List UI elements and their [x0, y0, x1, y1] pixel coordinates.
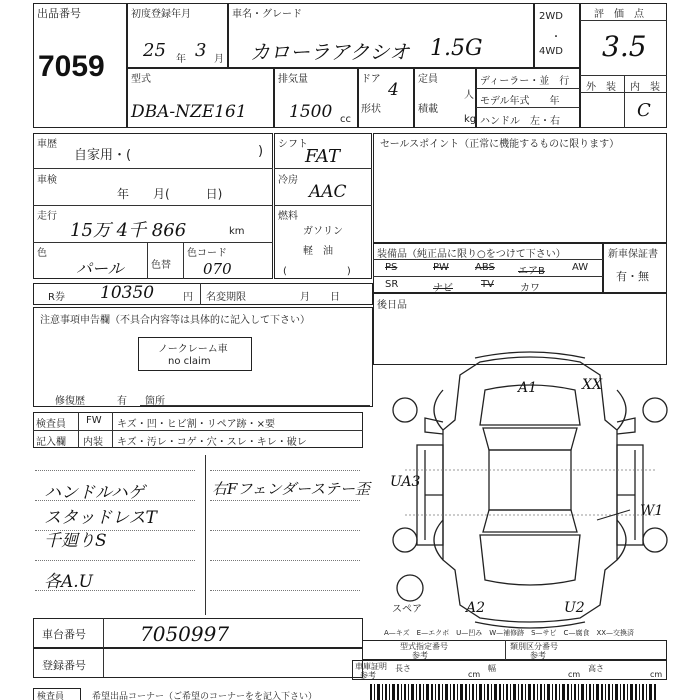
width-label: 幅	[488, 664, 496, 673]
history-paren-close: )	[258, 144, 264, 159]
grade: 1.5G	[430, 36, 483, 61]
drive-dot: ・	[551, 32, 561, 43]
classification-reference: 参考	[530, 651, 546, 660]
tax-value: 10350	[100, 283, 155, 303]
sales-points-label: セールスポイント（正常に機能するものに限ります）	[380, 139, 620, 150]
equip-airbag: エアB	[518, 266, 545, 277]
classification: 類別区分番号	[510, 642, 558, 651]
chassis-value: 7050997	[140, 622, 230, 646]
shift-label: シフト	[278, 139, 308, 150]
kg-unit: kg	[464, 114, 477, 125]
equip-ps: PS	[385, 262, 398, 273]
name-change-value: 月 日	[300, 292, 340, 303]
bottom-label: 検査員	[37, 692, 65, 700]
exterior-label: 外 装	[586, 82, 616, 93]
inspector-int: 内装	[83, 437, 103, 448]
post-install-label: 後日品	[377, 300, 407, 311]
capacity-label: 定員	[418, 74, 438, 85]
history-value: 自家用・(	[74, 148, 132, 163]
shape-label: 形状	[361, 104, 381, 115]
repair-value: 有	[117, 396, 127, 407]
color-code-label: 色コード	[187, 248, 227, 259]
equip-aw: AW	[572, 262, 589, 273]
bottom-note: 希望出品コーナー（ご希望のコーナーをを記入下さい）	[92, 692, 318, 700]
equip-pw: PW	[433, 262, 449, 273]
color-code-value: 070	[203, 260, 232, 278]
equip-abs: ABS	[475, 262, 495, 273]
tax-yen: 円	[183, 292, 193, 303]
warranty-value: 有・無	[616, 270, 649, 283]
model-year-label: モデル年式 年	[480, 96, 560, 107]
dims-reference: 参考	[360, 671, 376, 680]
ac-value: AAC	[309, 182, 347, 202]
warranty-label: 新車保証書	[608, 249, 658, 260]
equipment-label: 装備品（純正品に限り○をつけて下さい）	[377, 249, 566, 260]
model-value: DBA-NZE161	[131, 102, 247, 122]
dealer-label: ディーラー・並 行	[480, 76, 570, 87]
interior-score: C	[637, 100, 651, 121]
lot-number: 7059	[38, 50, 105, 83]
fuel-paren: ( )	[283, 266, 351, 277]
damage-mark-a1: A1	[518, 380, 538, 396]
doors-value: 4	[388, 80, 399, 100]
barcode	[370, 684, 660, 700]
equip-tv: TV	[481, 279, 494, 290]
notes-label: 注意事項申告欄（不具合内容等は具体的に記入して下さい）	[40, 315, 310, 326]
length-label: 長さ	[395, 664, 411, 673]
first-reg-label: 初度登録年月	[131, 9, 191, 20]
height-label: 高さ	[588, 664, 604, 673]
year-unit: 年	[176, 54, 186, 65]
note-line-3: 千廻りS	[44, 531, 107, 551]
damage-mark-ua3: UA3	[390, 474, 421, 490]
damage-mark-u2: U2	[564, 600, 585, 616]
history-label: 車歴	[37, 139, 57, 150]
inspection-value: 年 月( 日)	[117, 187, 223, 201]
type-reference: 参考	[412, 651, 428, 660]
handle-label: ハンドル 左・右	[480, 116, 560, 127]
inspector-label-2: 記入欄	[36, 437, 66, 448]
interior-label: 内 装	[630, 82, 660, 93]
mileage-label: 走行	[37, 211, 57, 222]
equip-sr: SR	[385, 279, 399, 290]
eval-label: 評 価 点	[594, 9, 644, 20]
dims-label: 車庫証明	[355, 662, 387, 671]
height-cm: cm	[650, 670, 663, 679]
repair-label: 修復歴	[55, 396, 85, 407]
damage-mark-a2: A2	[466, 600, 486, 616]
chassis-label: 車台番号	[42, 628, 86, 641]
ac-label: 冷房	[278, 175, 298, 186]
noclaim-jp: ノークレーム車	[158, 344, 228, 355]
inspector-int-items: キズ・汚レ・コゲ・穴・スレ・キレ・破レ	[117, 437, 307, 448]
car-name: カローラアクシオ	[250, 40, 410, 64]
first-reg-year: 25	[143, 40, 166, 61]
drive-4wd: 4WD	[539, 46, 563, 57]
shift-value: FAT	[305, 146, 340, 167]
repair-place: 箇所	[145, 396, 165, 407]
mileage-value: 15万 4千 866	[70, 220, 187, 241]
length-cm: cm	[468, 670, 481, 679]
inspector-fw-items: キズ・凹・ヒビ割・リペア跡・×要	[117, 419, 275, 430]
inspector-label-1: 検査員	[36, 419, 66, 430]
type-designation: 型式指定番号	[400, 642, 448, 651]
fuel-diesel: 軽 油	[303, 246, 333, 257]
equip-leather: カワ	[520, 283, 540, 294]
doors-label: ドア	[361, 74, 381, 85]
color-label: 色	[37, 248, 47, 259]
fuel-label: 燃料	[278, 211, 298, 222]
load-label: 積載	[418, 104, 438, 115]
name-label: 車名・グレード	[232, 9, 302, 20]
spare-label: スペア	[392, 604, 422, 615]
note-line-4: 各A.U	[44, 572, 94, 592]
width-cm: cm	[568, 670, 581, 679]
inspection-label: 車検	[37, 175, 57, 186]
note-line-1: ハンドルハゲ	[44, 483, 145, 503]
displacement-value: 1500	[289, 102, 333, 122]
cc-unit: cc	[340, 114, 351, 125]
damage-mark-w1: W1	[640, 503, 664, 519]
note-right-1: 右Fフェンダーステー歪	[212, 480, 371, 498]
fuel-gas: ガソリン	[303, 226, 343, 237]
drive-2wd: 2WD	[539, 11, 563, 22]
first-reg-month: 3	[195, 40, 207, 61]
model-label: 型式	[131, 74, 151, 85]
km-unit: km	[229, 226, 245, 237]
inspector-fw: FW	[86, 415, 102, 426]
note-line-2: スタッドレスT	[44, 508, 157, 528]
lot-label: 出品番号	[37, 7, 81, 20]
displacement-label: 排気量	[278, 74, 308, 85]
diagram-legend: A—キズ E—エクボ U—凹み W—補修跡 S—サビ C—腐食 XX—交換済	[384, 629, 635, 637]
damage-mark-xx: XX	[582, 377, 602, 393]
registration-label: 登録番号	[42, 659, 86, 672]
tax-label: R券	[48, 292, 65, 303]
name-change-label: 名変期限	[206, 292, 246, 303]
equip-navi: ナビ	[433, 283, 453, 294]
month-unit: 月	[214, 54, 224, 65]
noclaim-en: no claim	[168, 356, 211, 367]
eval-score: 3.5	[602, 30, 647, 63]
color-change-label: 色替	[151, 260, 171, 271]
color-value: パール	[76, 259, 124, 278]
person-unit: 人	[464, 90, 474, 101]
